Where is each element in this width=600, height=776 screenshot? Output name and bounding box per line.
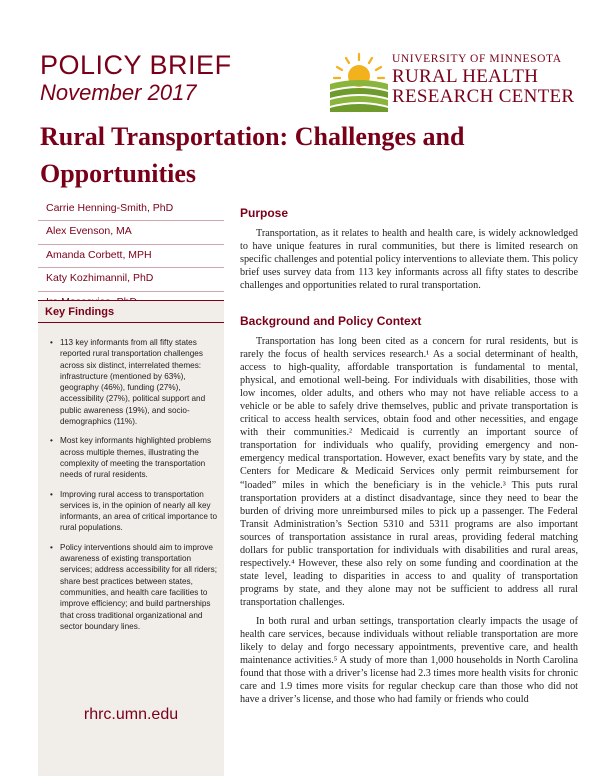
- website-link[interactable]: rhrc.umn.edu: [83, 706, 179, 723]
- key-findings-heading: Key Findings: [38, 300, 224, 323]
- key-findings-list: [38, 323, 224, 632]
- logo-research-center-text: RESEARCH CENTER: [392, 86, 575, 107]
- key-finding-item: • 113 key informants from all fifty states reported rural transportation challenges across six distinct, interrelated themes: infrastructure (mentioned by 63%), geography (46%), funding (27%), accessibility (27%), political support and public awareness (19%), and socio-demographics (11%).: [50, 337, 218, 427]
- logo-rural-health-text: RURAL HEALTH: [392, 66, 539, 87]
- rhrc-logo: [330, 50, 575, 112]
- author-list: [38, 198, 224, 315]
- brief-date: November 2017: [40, 80, 197, 105]
- purpose-heading: Purpose: [240, 206, 289, 220]
- key-findings-sidebar: [38, 300, 224, 776]
- logo-university-text: UNIVERSITY OF MINNESOTA: [392, 53, 562, 65]
- author-name: Amanda Corbett, MPH: [38, 245, 224, 268]
- background-section: [240, 314, 578, 706]
- purpose-text: Transportation, as it relates to health and health care, is widely acknowledged to have unique features in rural communities, but there is limited research on specific challenges and potential policy interventions to alleviate them. This policy brief uses survey data from 113 key informants across all fifty states to describe challenges and opportunities related to rural transportation.: [240, 228, 578, 292]
- purpose-section: [240, 206, 578, 292]
- author-name: Alex Evenson, MA: [38, 221, 224, 244]
- author-name: Katy Kozhimannil, PhD: [38, 268, 224, 291]
- key-finding-item: • Improving rural access to transportation services is, in the opinion of nearly all key informants, an area of critical importance to rural populations.: [50, 489, 218, 534]
- key-finding-item: • Policy interventions should aim to improve awareness of existing transportation services; address accessibility for all riders; share best practices between states, communities, and health care facilities to improve efficiency; and build partnerships that cross traditional organizational and sector boundary lines.: [50, 542, 218, 632]
- background-paragraph-1: Transportation has long been cited as a concern for rural residents, but is rarely the focus of health services research.¹ As a social determinant of health, access to high-quality, affordable transportation is fundamental to mental, physical, and emotional well-being. For individuals with disabilities, those with low incomes, older adults, and others who may not have reliable access to a vehicle or be able to safely drive themselves, public and private transportation is critical to access health services, obtain food and other necessities, and engage with their communities.² Medicaid is currently an important source of transportation for individuals who qualify, providing emergency and non-emergency medical transportation. However, exact benefits vary by state, and the Centers for Medicare & Medicaid Services only permit reimbursement for “loaded” miles in which the beneficiary is in the vehicle.³ This puts rural transportation providers at a distinct disadvantage, since they need to bear the burden of driving more unreimbursed miles to pick up a passenger. The Federal Transit Administration’s Section 5310 and 5311 programs are also important sources of transportation assistance in rural areas, providing federal matching dollars for public transportation for individuals with disabilities and rural areas, respectively.⁴ However, these also rely on some funding and coordination at the state level, leading to disparities in access to and quality of transportation programs by state, and they alone may not be sufficient to address all rural transportation challenges.: [240, 336, 578, 608]
- policy-brief-label: POLICY BRIEF: [40, 50, 232, 80]
- sunrise-field-icon: [330, 50, 388, 112]
- background-paragraph-2: In both rural and urban settings, transportation clearly impacts the usage of health care services, because individuals without reliable transportation are more likely to delay and forgo necessary appointments, preventive care, and health maintenance activities.⁵ A study of more than 1,000 households in North Carolina found that those with a driver’s license had 2.3 times more health visits for chronic care and 1.9 times more visits for regular checkup care than those who did not have a driver’s license, and those who had family or friends who could: [240, 615, 578, 706]
- author-name: Carrie Henning-Smith, PhD: [38, 198, 224, 221]
- key-finding-item: • Most key informants highlighted problems across multiple themes, illustrating the complexity of meeting the transportation needs of rural residents.: [50, 435, 218, 480]
- background-heading: Background and Policy Context: [240, 314, 422, 328]
- document-title: Rural Transportation: Challenges and Opportunities: [40, 122, 465, 188]
